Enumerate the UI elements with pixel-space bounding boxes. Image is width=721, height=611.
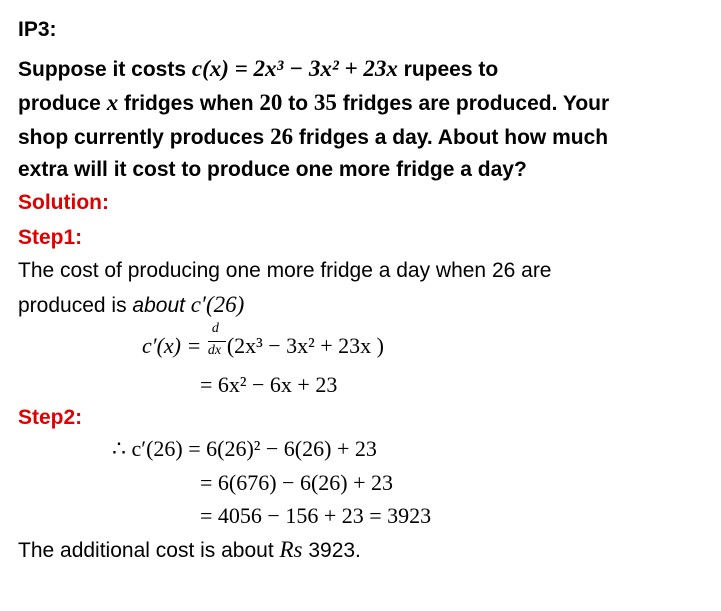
step2-label: Step2: <box>18 406 83 429</box>
conclusion <box>18 537 361 563</box>
problem-text: fridges are produced. Your <box>336 92 610 115</box>
problem-line-2 <box>18 90 609 116</box>
problem-line-1 <box>18 56 498 82</box>
problem-line-3 <box>18 124 608 150</box>
step2-equation-2: = 6(676) − 6(26) + 23 <box>200 470 394 495</box>
currency: Rs <box>279 537 303 562</box>
variable-x: x <box>106 90 119 115</box>
step1-text-line-2 <box>18 292 244 318</box>
fraction-numerator: d <box>211 321 219 336</box>
number-35: 35 <box>313 90 337 115</box>
number-20: 20 <box>259 90 283 115</box>
derivative-lhs: c′(x) = <box>142 333 202 358</box>
conclusion-text: The additional cost is about <box>18 539 280 562</box>
derivative-result: = 6x² − 6x + 23 <box>200 372 338 397</box>
problem-heading: IP3: <box>18 18 57 41</box>
cost-function: c(x) = 2x³ − 3x² + 23x <box>191 56 398 81</box>
c-prime-26: c′(26) <box>184 292 245 317</box>
problem-text: produce <box>18 92 107 115</box>
problem-text: fridges when <box>118 92 260 115</box>
number-26: 26 <box>270 124 294 149</box>
problem-text: fridges a day. About how much <box>293 126 609 149</box>
derivative-rhs: (2x³ − 3x² + 23x ) <box>226 333 385 358</box>
fraction-denominator: dx <box>207 343 222 358</box>
step1-text-line-1: The cost of producing one more fridge a day when 26 are <box>18 259 552 282</box>
problem-line-4: extra will it cost to produce one more fridge a day? <box>18 158 527 181</box>
problem-text: Suppose it costs <box>18 58 192 81</box>
solution-label: Solution: <box>18 191 109 214</box>
problem-text: rupees to <box>397 58 499 81</box>
step1-label: Step1: <box>18 226 83 249</box>
derivative-equation <box>142 321 385 361</box>
fraction-bar <box>208 341 226 342</box>
problem-text: to <box>282 92 314 115</box>
about-italic: about <box>132 294 185 317</box>
problem-text: shop currently produces <box>18 126 271 149</box>
conclusion-value: 3923. <box>302 539 361 562</box>
d-dx-fraction <box>207 321 227 361</box>
step2-equation-1: ∴ c′(26) = 6(26)² − 6(26) + 23 <box>112 436 377 461</box>
step2-equation-3: = 4056 − 156 + 23 = 3923 <box>200 503 432 528</box>
step1-text: produced is <box>18 294 133 317</box>
